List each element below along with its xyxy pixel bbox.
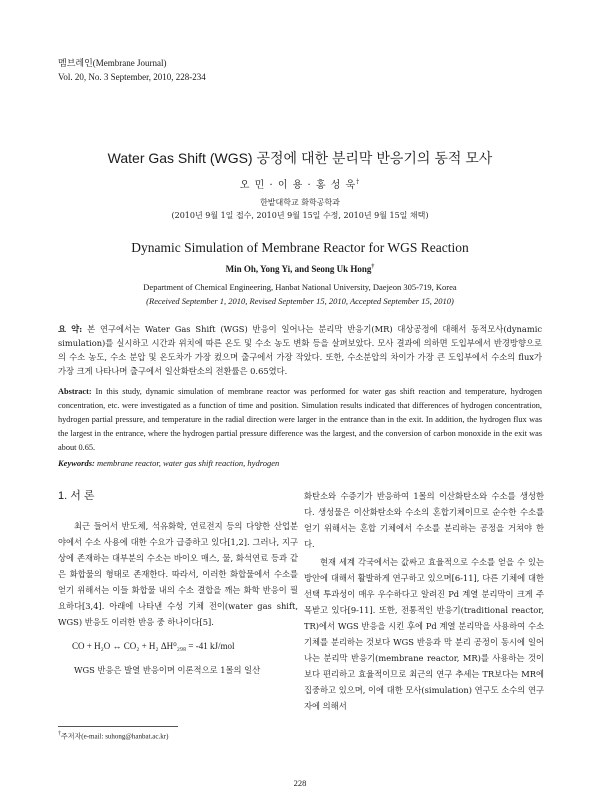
english-affiliation: Department of Chemical Engineering, Hanbat National University, Daejeon 305-719, Korea	[143, 282, 457, 292]
body-right-column	[304, 488, 544, 716]
footnote-mark: †	[58, 731, 61, 737]
korean-affiliation-block	[0, 196, 600, 222]
intro-paragraph-3: 현재 세계 각국에서는 값싸고 효율적으로 수소를 얻을 수 있는 방안에 대해서 활발하게 연구하고 있으며[6-11], 다른 기체에 대한 선택 투과성이 매우 우수하다고 알려진 Pd 계열 분리막이 크게 주목받고 있다[9-11]. 또한, 전통적인 반응기(traditional reactor, TR)에서 WGS 반응을 시킨 후에 Pd 계열 분리막을 사용하여 수소 기체를 분리하는 것보다 WGS 반응과 막 분리 공정이 동시에 일어나는 분리막 반응기(membrane reactor, MR)를 사용하는 것이 보다 편리하고 효율적이므로 최근의 연구 추세는 TR보다는 MR에 집중하고 있으며, 이에 대한 모사(simulation) 연구도 소수의 연구자에 의해서	[304, 557, 544, 711]
footnote-divider	[58, 726, 178, 727]
page-number: 228	[293, 778, 307, 788]
korean-abstract-label: 요 약:	[58, 324, 83, 334]
english-authors	[0, 264, 600, 274]
journal-volume: Vol. 20, No. 3 September, 2010, 228-234	[58, 72, 206, 82]
korean-abstract-text: 본 연구에서는 Water Gas Shift (WGS) 반응이 일어나는 분리막 반응기(MR) 대상공정에 대해서 동적모사(dynamic simulation)를 실시하고 시간과 위치에 따른 온도 및 수소 농도 변화 등을 살펴보았다. 모사 결과에 의하면 도입부에서 반경방향으로의 수소 농도, 수소 분압 및 온도차가 가장 컸으며 출구에서 가장 작았다. 또한, 수소분압의 차이가 가장 큰 도입부에서 수소의 flux가 가장 크게 나타나며 출구에서 일산화탄소의 전환률은 0.65였다.	[58, 324, 543, 376]
korean-dates: (2010년 9월 1일 접수, 2010년 9월 15일 수정, 2010년 9월 15일 채택)	[171, 211, 429, 220]
english-affiliation-block	[0, 280, 600, 308]
keywords-label: Keywords:	[58, 458, 95, 468]
korean-title: Water Gas Shift (WGS) 공정에 대한 분리막 반응기의 동적 모사	[107, 150, 493, 166]
korean-author-names: 오 민 · 이 용 · 홍 성 욱	[239, 180, 357, 191]
footnote	[58, 731, 168, 741]
korean-abstract	[58, 322, 542, 378]
journal-header	[58, 56, 206, 84]
english-abstract-label: Abstract:	[58, 387, 92, 396]
corresponding-mark: †	[356, 178, 361, 186]
section-heading: 1. 서 론	[58, 490, 95, 502]
keywords-text: membrane reactor, water gas shift reaction, hydrogen	[96, 458, 280, 468]
keywords	[58, 458, 279, 468]
intro-paragraph-continued: 화탄소와 수증기가 반응하여 1몰의 이산화탄소와 수소를 생성한다. 생성물은 이산화탄소와 수소의 혼합기체이므로 순수한 수소를 얻기 위해서는 혼합 기체에서 수소를 분리하는 공정을 거쳐야 한다.	[304, 491, 544, 549]
korean-affiliation: 한밭대학교 화학공학과	[260, 198, 340, 207]
english-dates: (Received September 1, 2010, Revised September 15, 2010, Accepted September 15, 2010)	[146, 296, 454, 306]
wgs-equation: CO + H₂O ↔ CO₂ + H₂ ΔH⁰₂₉₈ = -41 kJ/mol	[72, 641, 235, 651]
english-title: Dynamic Simulation of Membrane Reactor for WGS Reaction	[131, 240, 469, 255]
corresponding-mark-en: †	[371, 264, 375, 270]
intro-paragraph-2: WGS 반응은 발열 반응이며 이론적으로 1몰의 일산	[74, 665, 261, 675]
footnote-text: 주저자(e-mail: suhong@hanbat.ac.kr)	[61, 732, 169, 741]
body-left-column	[58, 488, 298, 680]
english-author-names: Min Oh, Yong Yi, and Seong Uk Hong	[225, 264, 372, 274]
english-abstract	[58, 385, 542, 455]
korean-authors	[0, 176, 600, 191]
english-abstract-text: In this study, dynamic simulation of membrane reactor was performed for water gas shift reaction and temperature, hydrogen concentration, etc. were investigated as a function of time and position. Simulation results indicated that differences of hydrogen concentration, hydrogen partial pressure, and temperature in the radial direction were larger in the entrance than in the exit. In addition, the hydrogen flux was the largest in the entrance, where the hydrogen partial pressure difference was the largest, and the conversion of carbon monoxide in the exit was about 0.65.	[58, 387, 542, 452]
journal-name: 멤브레인(Membrane Journal)	[58, 58, 167, 68]
intro-paragraph-1: 최근 들어서 반도체, 석유화학, 연료전지 등의 다양한 산업분야에서 수소 사용에 대한 수요가 급증하고 있다[1,2]. 그러나, 지구상에 존재하는 대부분의 수소는 바이오 매스, 물, 화석연료 등과 같은 화합물의 형태로 존재한다. 따라서, 이러한 화합물에서 수소를 얻기 위해서는 이들 화합물 내의 수소 결합을 깨는 화학 반응이 필요하다[3,4]. 아래에 나타낸 수성 기체 전이(water gas shift, WGS) 반응도 이러한 반응 중 하나이다[5].	[58, 521, 298, 627]
